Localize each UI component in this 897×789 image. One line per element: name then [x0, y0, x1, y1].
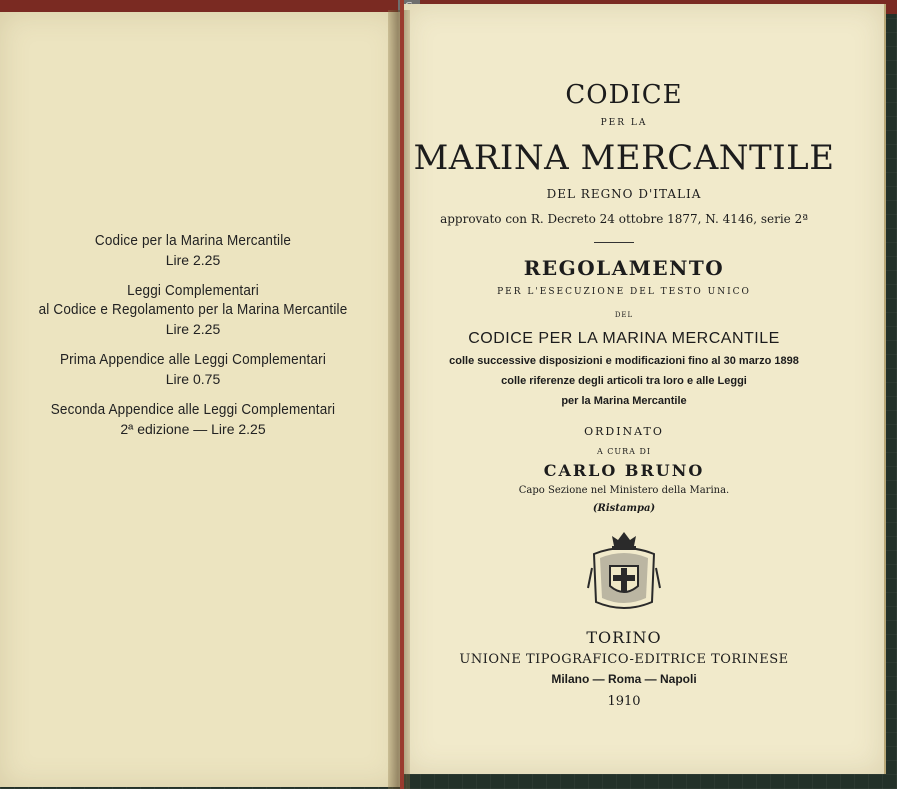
entry-title: Seconda Appendice alle Leggi Complementari [50, 401, 336, 418]
entry-price: 2ª edizione — Lire 2.25 [120, 421, 266, 437]
entry-title: Leggi Complementari [127, 282, 259, 299]
ristampa-line: (Ristampa) [592, 503, 656, 514]
divider-rule [594, 242, 634, 243]
title-per-la: PER LA [600, 118, 648, 128]
entry-price: Lire 2.25 [165, 321, 221, 337]
catalog-entry [0, 232, 386, 268]
regolamento-heading: REGOLAMENTO [523, 256, 725, 280]
catalog-entry [0, 282, 386, 337]
coat-of-arms-icon [586, 528, 662, 614]
author-role: Capo Sezione nel Ministero della Marina. [518, 485, 730, 496]
publisher-name: UNIONE TIPOGRAFICO-EDITRICE TORINESE [459, 652, 789, 667]
entry-subtitle: al Codice e Regolamento per la Marina Mercantile [38, 301, 348, 318]
codice-line: CODICE PER LA MARINA MERCANTILE [468, 330, 780, 347]
publisher-cities: Milano — Roma — Napoli [551, 672, 697, 686]
title-marina-mercantile: MARINA MERCANTILE [413, 138, 835, 178]
publication-year: 1910 [607, 694, 641, 709]
entry-title: Codice per la Marina Mercantile [94, 232, 292, 249]
catalog-entry [0, 351, 386, 387]
entry-price: Lire 2.25 [165, 252, 221, 268]
entry-title: Prima Appendice alle Leggi Complementari [59, 351, 327, 368]
a-cura-line: A CURA DI [596, 447, 652, 456]
left-page-catalog [0, 232, 386, 451]
execution-line: PER L'ESECUZIONE DEL TESTO UNICO [497, 287, 751, 297]
approval-line: approvato con R. Decreto 24 ottobre 1877, N. 4146, serie 2ª [440, 212, 808, 226]
detail-line-3: per la Marina Mercantile [561, 395, 687, 407]
ordinato-line: ORDINATO [584, 425, 664, 438]
detail-line-2: colle riferenze degli articoli tra loro e alle Leggi [501, 375, 747, 387]
author-name: CARLO BRUNO [543, 461, 705, 480]
entry-price: Lire 0.75 [165, 371, 221, 387]
del-line: DEL [614, 311, 634, 319]
title-codice: CODICE [565, 80, 683, 110]
catalog-entry [0, 401, 386, 437]
imprint-city: TORINO [586, 628, 662, 647]
detail-line-1: colle successive disposizioni e modificazioni fino al 30 marzo 1898 [449, 355, 799, 367]
title-regno: DEL REGNO D'ITALIA [546, 187, 702, 201]
